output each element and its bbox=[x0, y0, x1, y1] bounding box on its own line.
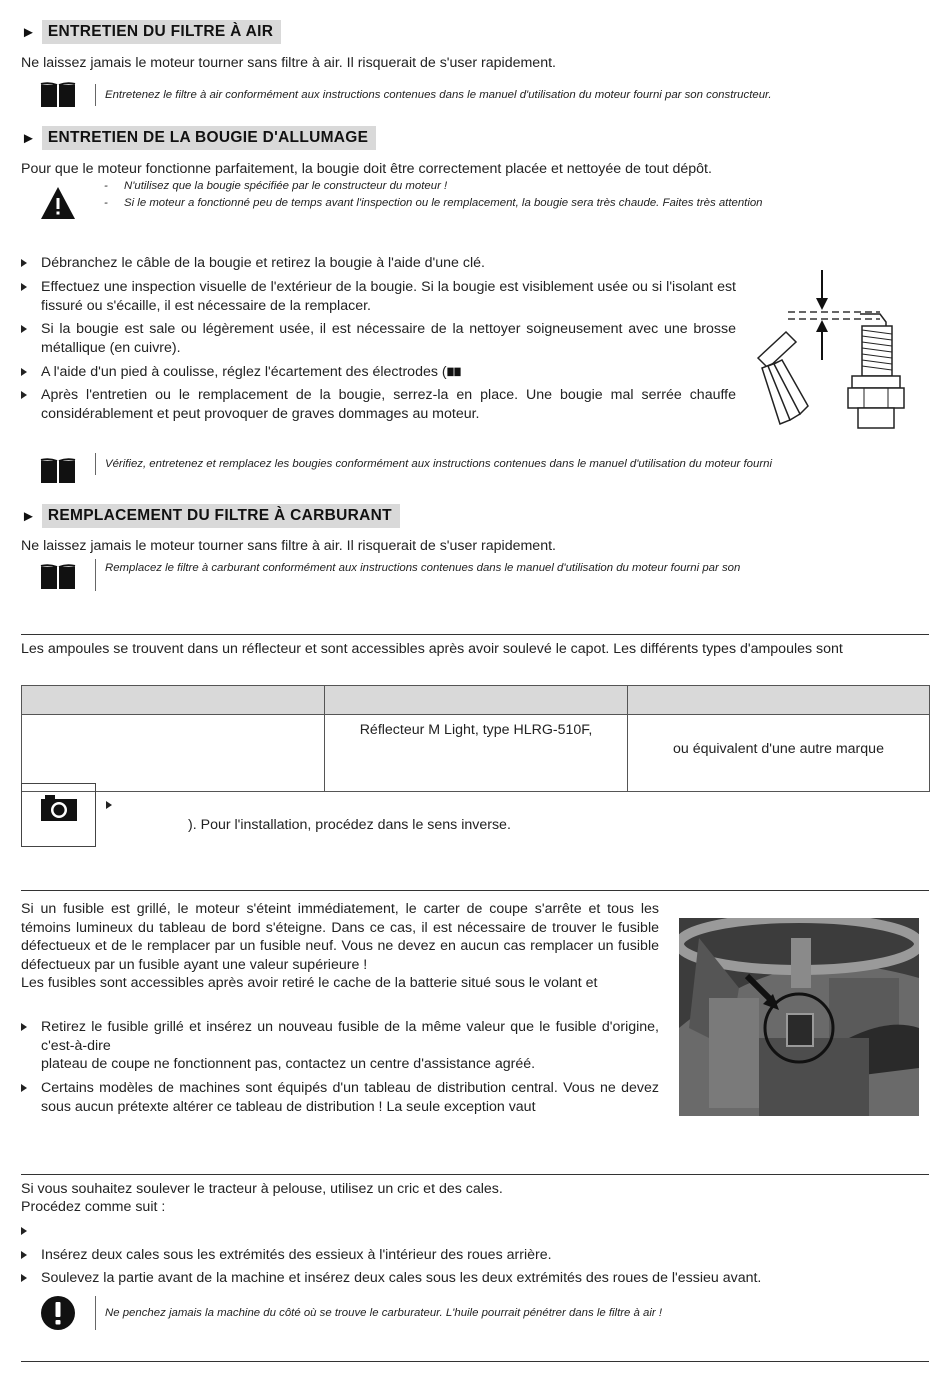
air-filter-note: Entretenez le filtre à air conformément aux instructions contenues dans le manuel d'utilisation du moteur fourni par son constructeur. bbox=[95, 84, 772, 106]
book-icon bbox=[40, 564, 76, 590]
section-divider bbox=[21, 890, 929, 891]
heading-fuel-filter bbox=[21, 504, 400, 528]
fuses-para-1: Si un fusible est grillé, le moteur s'éteint immédiatement, le carter de coupe s'arrête et tous les témoins lumineux du tableau de bord s'éteigne. Dans ce cas, il est nécessaire de trouver le fusible défectueux et de le remplacer par un fusible neuf. Vous ne devez en aucun cas remplacer un fusible défectueux par un fusible ayant une valeur supérieure ! bbox=[21, 901, 659, 973]
table-cell: ou équivalent d'une autre marque bbox=[628, 715, 930, 792]
section-divider bbox=[21, 1174, 929, 1175]
section-divider bbox=[21, 1361, 929, 1362]
spark-plug-text: Pour que le moteur fonctionne parfaitement, la bougie doit être correctement placée et nettoyée de tout dépôt. bbox=[21, 161, 712, 177]
photo-text: ). Pour l'installation, procédez dans le sens inverse. bbox=[188, 817, 511, 833]
lifting-line-2: Procédez comme suit : bbox=[21, 1199, 166, 1215]
fuel-filter-text: Ne laissez jamais le moteur tourner sans filtre à air. Il risquerait de s'user rapidement. bbox=[21, 538, 556, 554]
lifting-note: Ne penchez jamais la machine du côté où se trouve le carburateur. L'huile pourrait pénétrer dans le filtre à air ! bbox=[95, 1296, 662, 1330]
table-cell bbox=[22, 715, 325, 792]
table-row bbox=[22, 715, 930, 792]
heading-spark-plug bbox=[21, 126, 376, 150]
section-arrow-icon: ► bbox=[21, 129, 36, 147]
exclamation-circle-icon bbox=[40, 1295, 76, 1331]
book-icon bbox=[40, 82, 76, 108]
section-arrow-icon: ► bbox=[21, 23, 36, 41]
spark-plug-illustration bbox=[752, 266, 912, 432]
bulbs-table bbox=[21, 685, 930, 792]
list-item: Débranchez le câble de la bougie et retirez la bougie à l'aide d'une clé. bbox=[21, 254, 736, 273]
list-item: Insérez deux cales sous les extrémités des essieux à l'intérieur des roues arrière. bbox=[21, 1246, 901, 1265]
heading-label: REMPLACEMENT DU FILTRE À CARBURANT bbox=[42, 504, 400, 528]
fuses-bullet-continuation: plateau de coupe ne fonctionnent pas, contactez un centre d'assistance agréé. bbox=[41, 1056, 536, 1072]
list-item: Soulevez la partie avant de la machine et insérez deux cales sous les deux extrémités des roues de l'essieu avant. bbox=[21, 1269, 901, 1288]
table-cell: Réflecteur M Light, type HLRG-510F, bbox=[325, 715, 628, 792]
spark-plug-warning-1: - N'utilisez que la bougie spécifiée par le constructeur du moteur ! bbox=[104, 180, 448, 192]
book-icon bbox=[40, 458, 76, 484]
list-item: Effectuez une inspection visuelle de l'extérieur de la bougie. Si la bougie est visiblement usée ou si l'isolant est fissuré ou s'écaille, il est nécessaire de la remplacer. bbox=[21, 278, 736, 315]
lifting-line-1: Si vous souhaitez soulever le tracteur à pelouse, utilisez un cric et des cales. bbox=[21, 1181, 503, 1197]
list-item: Certains modèles de machines sont équipés d'un tableau de distribution central. Vous ne devez sous aucun prétexte altérer ce tableau de distribution ! La seule exception vaut bbox=[21, 1079, 659, 1116]
fuel-filter-note: Remplacez le filtre à carburant conformément aux instructions contenues dans le manuel d'utilisation du moteur fourni par son bbox=[95, 559, 740, 591]
bulbs-text: Les ampoules se trouvent dans un réflecteur et sont accessibles après avoir soulevé le capot. Les différents types d'ampoules sont bbox=[21, 641, 843, 657]
spark-plug-note: Vérifiez, entretenez et remplacez les bougies conformément aux instructions contenues dans le manuel d'utilisation du moteur fourni bbox=[95, 453, 772, 475]
book-icon bbox=[447, 366, 461, 377]
table-header-cell bbox=[325, 686, 628, 715]
heading-air-filter bbox=[21, 20, 281, 44]
heading-label: ENTRETIEN DE LA BOUGIE D'ALLUMAGE bbox=[42, 126, 376, 150]
list-item: Si la bougie est sale ou légèrement usée, il est nécessaire de la nettoyer soigneusement avec une brosse métallique (en cuivre). bbox=[21, 320, 736, 357]
spark-plug-warning-2: - Si le moteur a fonctionné peu de temps avant l'inspection ou le remplacement, la bougie sera très chaude. Faites très attention bbox=[104, 197, 763, 209]
section-arrow-icon: ► bbox=[21, 507, 36, 525]
heading-label: ENTRETIEN DU FILTRE À AIR bbox=[42, 20, 281, 44]
table-header-cell bbox=[22, 686, 325, 715]
table-header-row bbox=[22, 686, 930, 715]
fuse-box-photo bbox=[679, 918, 919, 1116]
camera-icon bbox=[40, 794, 78, 822]
list-item: A l'aide d'un pied à coulisse, réglez l'écartement des électrodes ( bbox=[21, 363, 736, 382]
table-header-cell bbox=[628, 686, 930, 715]
air-filter-text: Ne laissez jamais le moteur tourner sans filtre à air. Il risquerait de s'user rapidement. bbox=[21, 55, 556, 71]
list-item: Après l'entretien ou le remplacement de la bougie, serrez-la en place. Une bougie mal serrée chauffe considérablement et peut provoquer de graves dommages au moteur. bbox=[21, 386, 736, 423]
warning-triangle-icon bbox=[40, 186, 76, 220]
section-divider bbox=[21, 634, 929, 635]
bullet-marker bbox=[106, 801, 112, 809]
camera-box bbox=[21, 783, 96, 847]
list-item: Retirez le fusible grillé et insérez un nouveau fusible de la même valeur que le fusible d'origine, c'est-à-dire bbox=[21, 1018, 659, 1055]
fuses-para-2: Les fusibles sont accessibles après avoir retiré le cache de la batterie situé sous le volant et bbox=[21, 975, 598, 991]
